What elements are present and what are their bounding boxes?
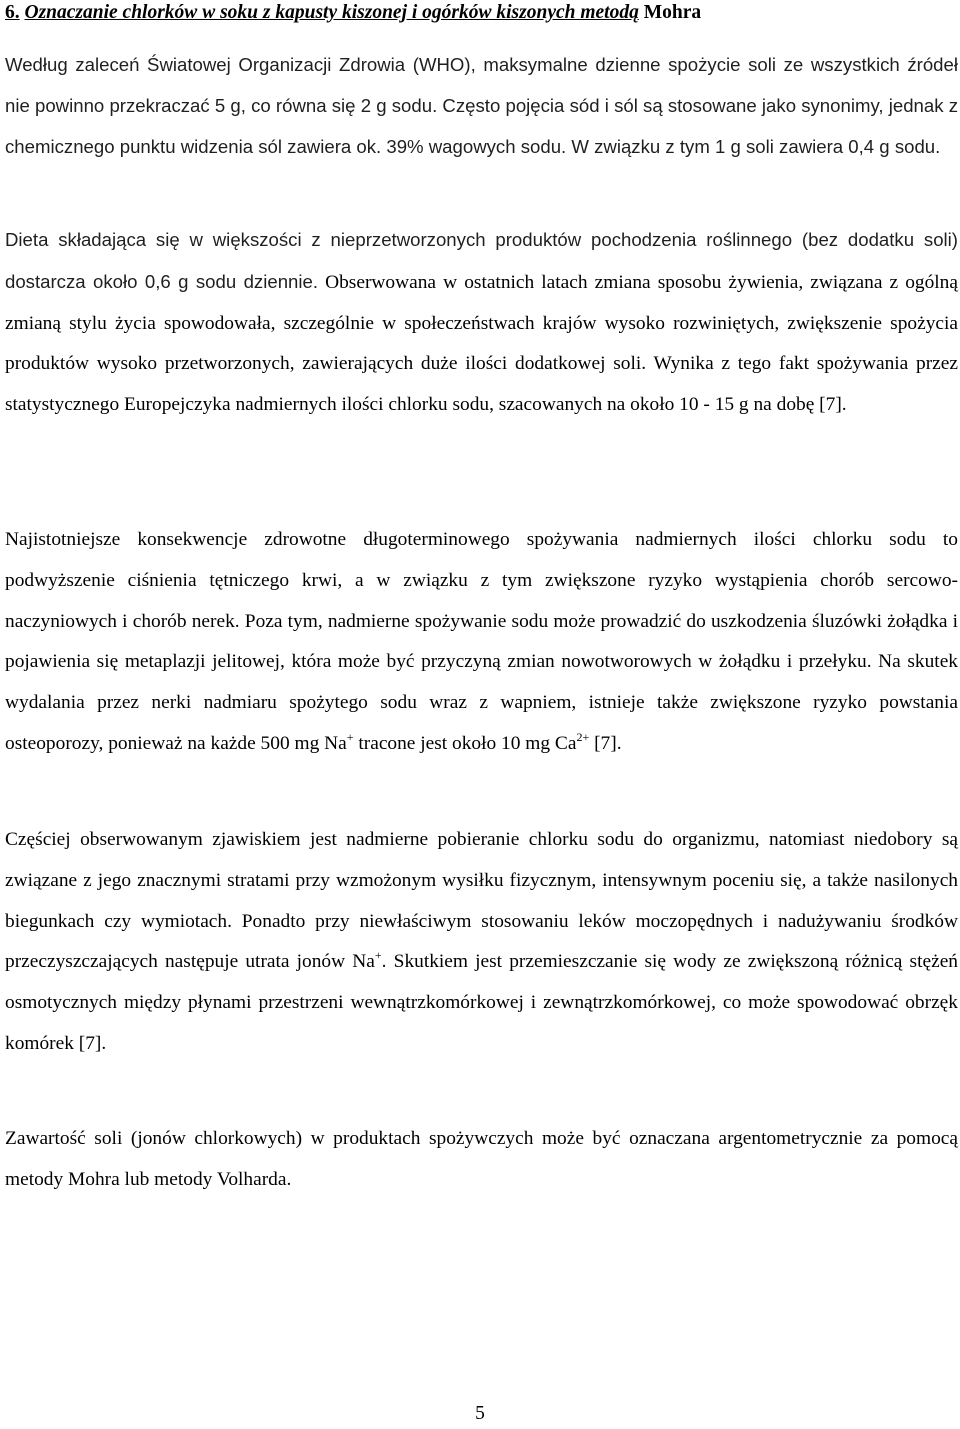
paragraph-health-text-b: tracone jest około 10 mg Ca — [353, 732, 577, 754]
paragraph-sodium-loss-text-b: . Skutkiem jest przemieszczanie się wody ze zwiększoną różnicą stężeń osmotycznych między płynami przestrzeni wewnątrzkomórkowej i zewnątrzkomórkowej, co może spowodować obrzęk komórek [7]. — [5, 951, 958, 1054]
sodium-charge-superscript: + — [346, 729, 354, 744]
paragraph-health-text-a: Najistotniejsze konsekwencje zdrowotne długoterminowego spożywania nadmiernych ilości chlorku sodu to podwyższenie ciśnienia tętniczego krwi, a w związku z tym zwiększone ryzyko wystąpienia chorób sercowo-naczyniowych i chorób nerek. Poza tym, nadmierne spożywanie sodu może prowadzić do uszkodzenia śluzówki żołądka i pojawienia się metaplazji jelitowej, która może być przyczyną zmian nowotworowych w żołądku i przełyku. Na skutek wydalania przez nerki nadmiaru spożytego sodu wraz z wapniem, istnieje także zwiększone ryzyko powstania osteoporozy, ponieważ na każde 500 mg Na — [5, 529, 958, 754]
section-topic: Oznaczanie chlorków w soku z kapusty kiszonej i ogórków kiszonych metodą — [24, 2, 639, 23]
sodium-ion-superscript: + — [374, 948, 382, 963]
section-number: 6. — [5, 2, 20, 23]
paragraph-diet-serif-part: Obserwowana w ostatnich latach zmiana sposobu żywienia, związana z ogólną zmianą stylu życia spowodowała, szczególnie w społeczeństwach krajów wysoko rozwiniętych, zwiększenie spożycia produktów wysoko przetworzonych, zawierających duże ilości dodatkowej soli. Wynika z tego fakt spożywania przez statystycznego Europejczyka nadmiernych ilości chlorku sodu, szacowanych na około 10 - 15 g na dobę [7]. — [5, 271, 958, 416]
page-number: 5 — [475, 1403, 485, 1424]
section-heading — [5, 0, 958, 24]
section-method: Mohra — [643, 2, 702, 23]
paragraph-diet — [5, 220, 958, 426]
paragraph-determination-methods: Zawartość soli (jonów chlorkowych) w produktach spożywczych może być oznaczana argentometrycznie za pomocą metody Mohra lub metody Volharda. — [5, 1128, 958, 1190]
paragraph-who-recommendation: Według zaleceń Światowej Organizacji Zdrowia (WHO), maksymalne dzienne spożycie soli ze wszystkich źródeł nie powinno przekraczać 5 g, co równa się 2 g sodu. Często pojęcia sód i sól są stosowane jako synonimy, jednak z chemicznego punktu widzenia sól zawiera ok. 39% wagowych sodu. W związku z tym 1 g soli zawiera 0,4 g sodu. — [5, 54, 958, 157]
paragraph-health-consequences — [5, 520, 958, 765]
paragraph-sodium-loss — [5, 820, 958, 1065]
document-page — [5, 0, 958, 1190]
paragraph-health-text-c: [7]. — [589, 732, 622, 754]
paragraph-diet-sans-part: Dieta składająca się w większości z nieprzetworzonych produktów pochodzenia roślinnego (bez dodatku soli) dostarcza około 0,6 g sodu dziennie. — [5, 229, 958, 292]
calcium-charge-superscript: 2+ — [576, 729, 590, 744]
paragraph-sodium-loss-text-a: Częściej obserwowanym zjawiskiem jest nadmierne pobieranie chlorku sodu do organizmu, natomiast niedobory są związane z jego znacznymi stratami przy wzmożonym wysiłku fizycznym, intensywnym poceniu się, a także nasilonych biegunkach czy wymiotach. Ponadto przy niewłaściwym stosowaniu leków moczopędnych i nadużywaniu środków przeczyszczających następuje utrata jonów Na — [5, 829, 958, 973]
